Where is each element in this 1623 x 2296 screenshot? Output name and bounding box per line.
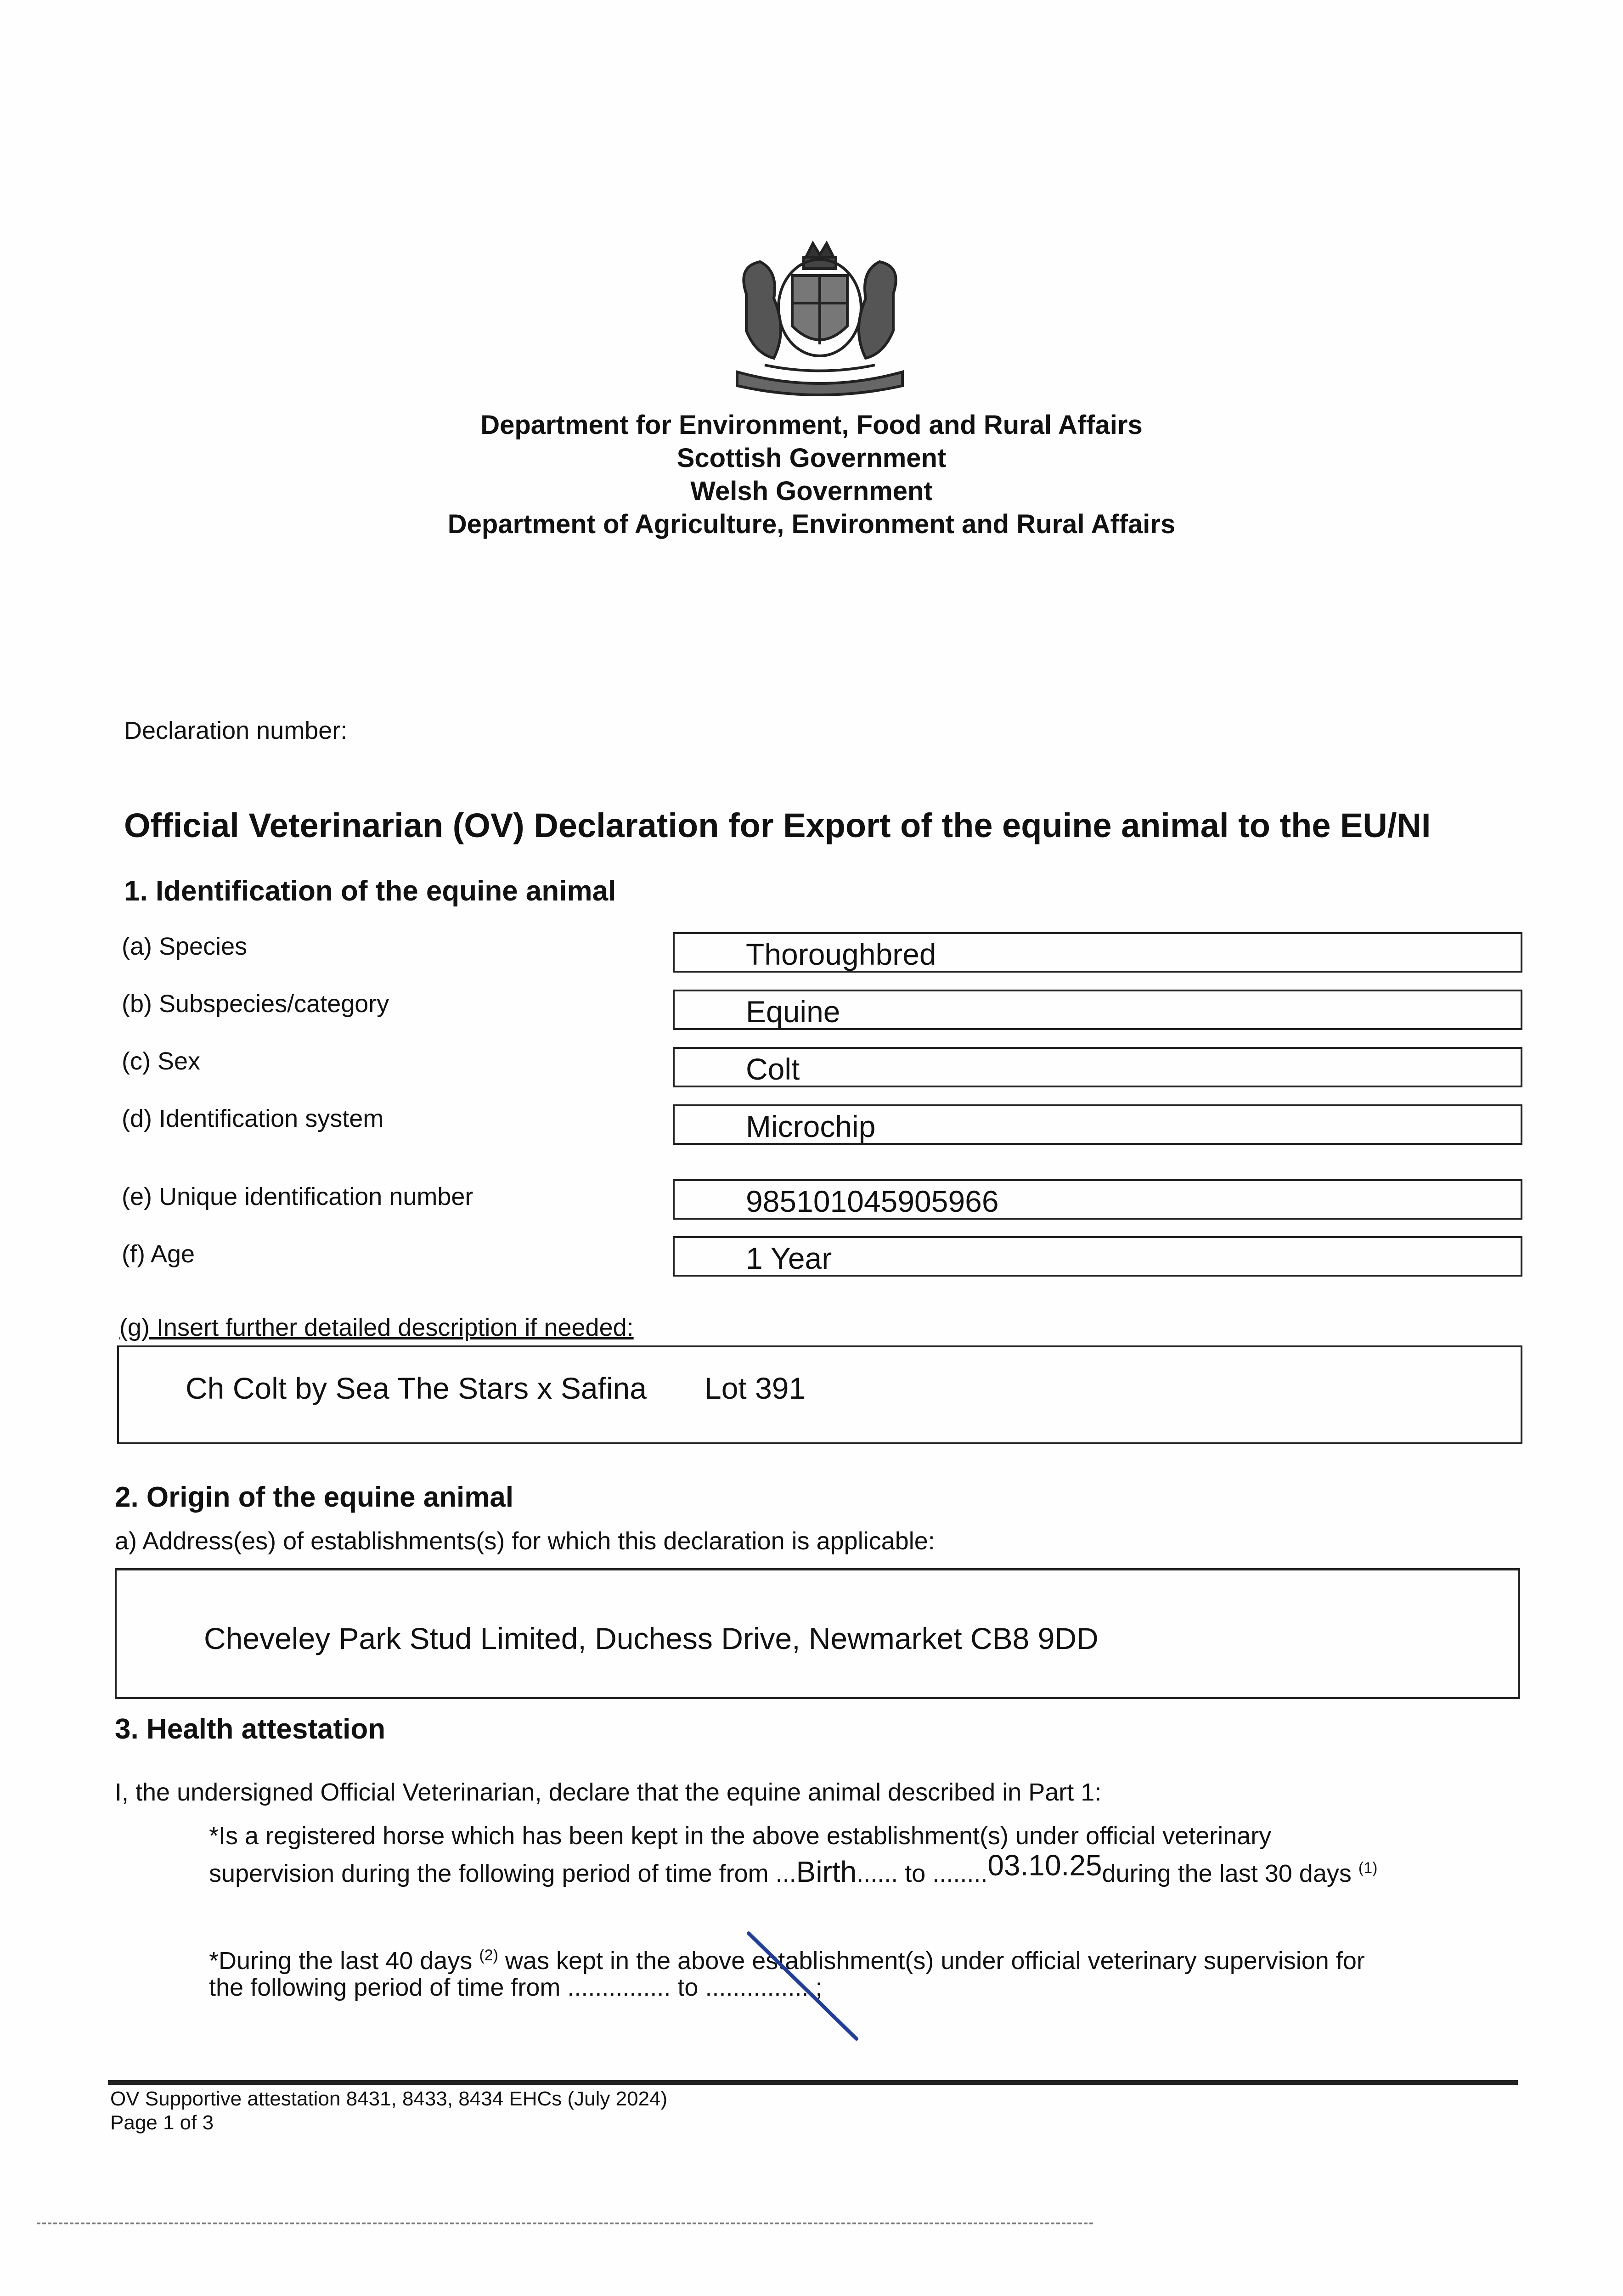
strikethrough-mark [744, 1929, 863, 2043]
attestation-1-line-1: *Is a registered horse which has been kept in the above establishment(s) under official veterinary [209, 1822, 1272, 1850]
attestation-1-to-value[interactable]: 03.10.25 [987, 1849, 1102, 1882]
address-value: Cheveley Park Stud Limited, Duchess Drive, Newmarket CB8 9DD [204, 1621, 1099, 1655]
field-box-sex[interactable] [673, 1047, 1522, 1087]
further-description-lot: Lot 391 [704, 1371, 806, 1405]
field-box-age[interactable] [673, 1236, 1522, 1277]
field-value-subspecies: Equine [746, 995, 840, 1029]
header-line-daera: Department of Agriculture, Environment and Rural Affairs [447, 509, 1176, 539]
field-value-unique-id: 985101045905966 [746, 1184, 999, 1218]
field-value-identification-system: Microchip [746, 1109, 876, 1143]
attestation-1-dots-c: ........ [932, 1860, 988, 1887]
field-box-species[interactable] [673, 932, 1522, 973]
section-3-heading: 3. Health attestation [115, 1713, 386, 1745]
attestation-2-line-2: the following period of time from ............... to ................; [209, 1974, 823, 2001]
further-description-value: Ch Colt by Sea The Stars x Safina [186, 1371, 647, 1405]
field-label-unique-id: (e) Unique identification number [122, 1183, 473, 1210]
field-label-subspecies: (b) Subspecies/category [122, 990, 389, 1018]
field-label-sex: (c) Sex [122, 1047, 201, 1075]
document-title: Official Veterinarian (OV) Declaration for Export of the equine animal to the EU/NI [124, 806, 1431, 844]
attestation-1-from-value[interactable]: Birth [796, 1855, 857, 1888]
attestation-1-footnote: (1) [1358, 1859, 1378, 1877]
attestation-1-to-word: to [905, 1860, 926, 1887]
field-box-unique-id[interactable] [673, 1179, 1522, 1220]
footer [110, 2087, 667, 2135]
attestation-1-text-b: during the last 30 days [1102, 1860, 1352, 1887]
section-1-heading: 1. Identification of the equine animal [124, 875, 616, 907]
section-2-heading: 2. Origin of the equine animal [115, 1481, 514, 1513]
attestation-2-text-b: was kept in the above establishment(s) under official veterinary supervision for [505, 1947, 1365, 1975]
address-label: a) Address(es) of establishments(s) for which this declaration is applicable: [115, 1527, 935, 1555]
scan-edge-line [37, 2223, 1093, 2224]
field-value-sex: Colt [746, 1052, 800, 1086]
attestation-1-text-a: supervision during the following period of time from [209, 1860, 769, 1887]
header-line-scottish-gov: Scottish Government [676, 443, 947, 473]
attestation-1-dots-a: ... [775, 1860, 796, 1887]
footer-page-number: Page 1 of 3 [110, 2111, 214, 2134]
field-value-age: 1 Year [746, 1241, 832, 1275]
field-value-species: Thoroughbred [746, 937, 936, 971]
address-box[interactable] [115, 1568, 1520, 1699]
health-attestation-intro: I, the undersigned Official Veterinarian, declare that the equine animal described in Part 1: [115, 1778, 1102, 1806]
field-box-subspecies[interactable] [673, 990, 1522, 1030]
further-description-box[interactable] [117, 1345, 1522, 1444]
header-line-welsh-gov: Welsh Government [690, 476, 933, 506]
further-description-label: (g) Insert further detailed description if needed: [119, 1314, 634, 1341]
attestation-2-text-a: *During the last 40 days [209, 1947, 473, 1975]
field-label-age: (f) Age [122, 1240, 195, 1268]
footer-rule [108, 2080, 1518, 2085]
footer-attestation-ref: OV Supportive attestation 8431, 8433, 8434 EHCs (July 2024) [110, 2088, 668, 2110]
royal-crest-icon [719, 239, 921, 404]
field-label-identification-system: (d) Identification system [122, 1105, 384, 1132]
field-box-identification-system[interactable] [673, 1104, 1522, 1145]
attestation-1-line-2 [209, 1849, 1378, 1889]
header-line-defra: Department for Environment, Food and Rural Affairs [480, 410, 1143, 440]
declaration-number-label: Declaration number: [124, 717, 348, 744]
attestation-1-dots-b: ...... [857, 1860, 898, 1887]
attestation-2-footnote: (2) [479, 1947, 498, 1964]
field-label-species: (a) Species [122, 933, 248, 960]
